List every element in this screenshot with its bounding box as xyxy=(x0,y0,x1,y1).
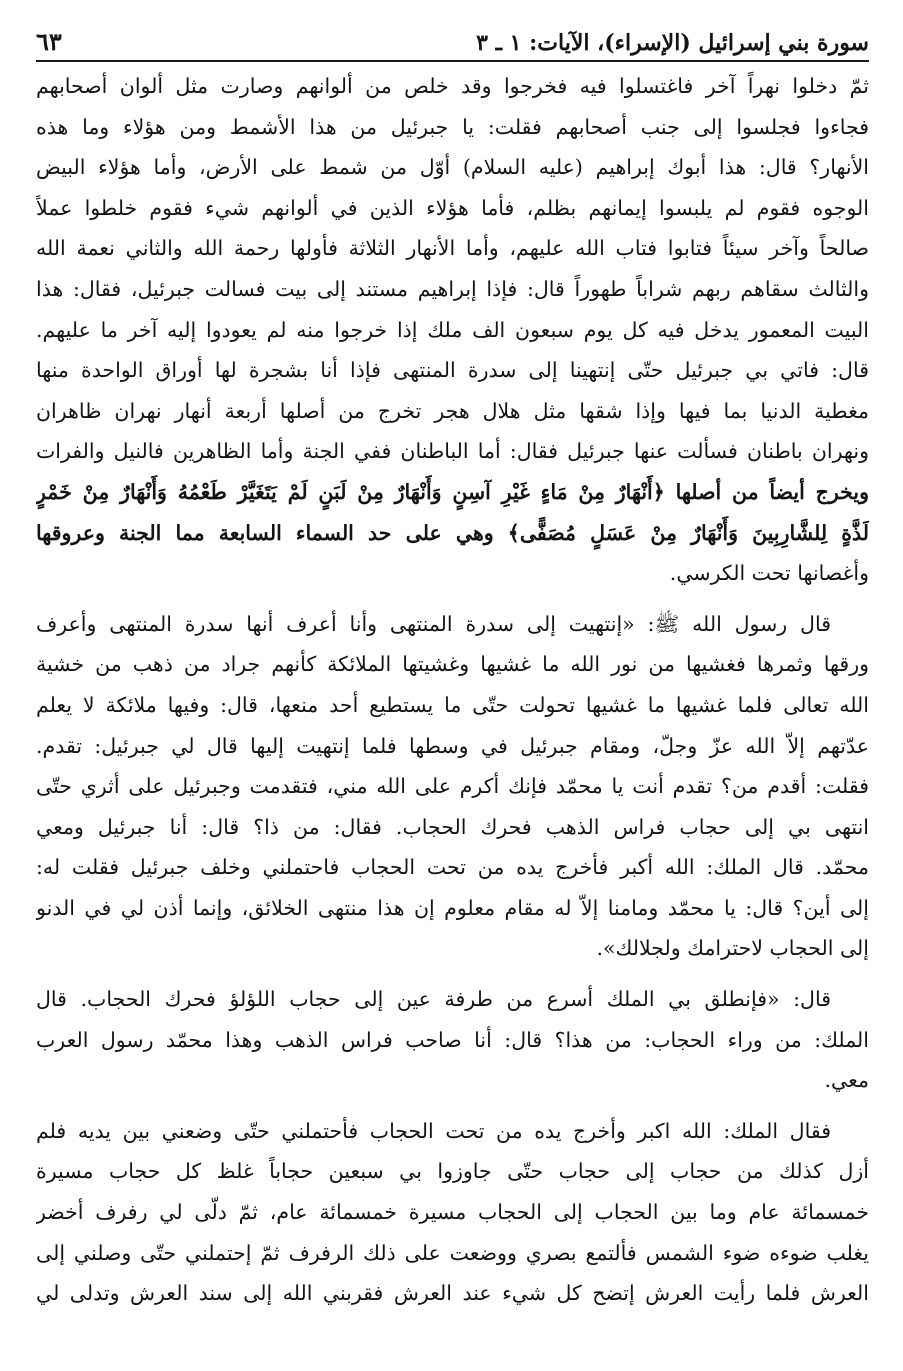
text-line: ورقها وثمرها فغشيها من نور الله ما غشيها وغشيتها الملائكة كأنهم جراد من ذهب من خشية xyxy=(36,652,869,677)
text-line: فجاءوا فجلسوا إلى جنب أصحابهم فقلت: يا جبرئيل من هذا الأشمط ومن هؤلاء وما هذه xyxy=(36,114,869,139)
text-line: فقال الملك: الله اكبر وأخرج يده من تحت الحجاب فأحتملني حتّى وضعني بين يديه فلم xyxy=(36,1118,831,1143)
page-number: ٦٣ xyxy=(36,27,62,56)
text-line: خمسمائة عام وما بين الحجاب إلى الحجاب مسيرة خمسمائة عام، ثمّ دلّى لي رفرف أخضر xyxy=(36,1200,869,1225)
paragraph-1 xyxy=(36,66,869,594)
text-line: محمّد. قال الملك: الله أكبر فأخرج يده من تحت الحجاب فاحتملني وخلف جبرئيل فقلت له: xyxy=(36,855,869,880)
text-line: الأنهار؟ قال: هذا أبوك إبراهيم (عليه السلام) أوّل من شمط على الأرض، وأما هؤلاء البيض xyxy=(36,155,869,180)
text-line: ثمّ دخلوا نهراً آخر فاغتسلوا فيه فخرجوا وقد خلص من ألوانهم وصارت مثل ألوان أصحابهم xyxy=(36,74,869,98)
text-line: ونهران باطنان فسألت عنها جبرئيل فقال: أما الباطنان ففي الجنة وأما الظاهرين فالنيل والفرات xyxy=(36,439,869,464)
page-header xyxy=(36,20,869,62)
text-line: مغطية الدنيا بما فيها وإذا شقها مثل هلال هجر تخرج من أصلها أربعة أنهار نهران ظاهران xyxy=(36,398,869,423)
paragraph-gap xyxy=(36,594,869,604)
text-line: انتهى بي إلى حجاب فراس الذهب فحرك الحجاب. فقال: من ذا؟ قال: أنا جبرئيل ومعي xyxy=(36,814,869,839)
text-line: أزل كذلك من حجاب إلى حجاب حتّى جاوزوا بي سبعين حجاباً غلظ كل حجاب مسيرة xyxy=(36,1159,869,1184)
quran-verse-line: لَذَّةٍ لِلشَّارِبِينَ وَأَنْهَارٌ مِنْ عَسَلٍ مُصَفًّى﴾ وهي على حد السماء السابعة مما الجنة وعروقها xyxy=(36,520,869,545)
paragraph-3 xyxy=(36,979,869,1101)
text-line: العرش فلما رأيت العرش إتضح كل شيء عند العرش فقربني الله إلى سند العرش وتدلى لي xyxy=(36,1281,869,1306)
paragraph-gap xyxy=(36,1101,869,1111)
text-line: فقلت: أقدم من؟ تقدم أنت يا محمّد فإنك أكرم على الله مني، فتقدمت وجبرئيل على أثري حتّى xyxy=(36,774,869,799)
text-line: عدّتهم إلاّ الله عزّ وجلّ، ومقام جبرئيل في وسطها فلما إنتهيت إليها قال لي جبرئيل: تقدم. xyxy=(36,733,869,758)
paragraph-4 xyxy=(36,1111,869,1314)
text-line: الملك: من وراء الحجاب: من هذا؟ قال: أنا صاحب فراس الذهب وهذا محمّد رسول العرب xyxy=(36,1027,869,1052)
text-line: معي. xyxy=(824,1068,869,1093)
text-line: إلى أين؟ قال: يا محمّد ومامنا إلاّ له مقام معلوم إن هذا منتهى الخلائق، وإنما أذن لي في الدنو xyxy=(36,895,869,920)
quran-verse-line: ويخرج أيضاً من أصلها ﴿أَنْهَارٌ مِنْ مَاءٍ غَيْرِ آسِنٍ وَأَنْهَارٌ مِنْ لَبَنٍ لَمْ يَتَغَيَّرْ طَعْمُهُ وَأَنْهَارٌ مِنْ خَمْرٍ xyxy=(36,479,869,504)
body-text xyxy=(36,66,869,1314)
text-line: قال: «فإنطلق بي الملك أسرع من طرفة عين إلى حجاب اللؤلؤ فحرك الحجاب. قال xyxy=(36,987,831,1012)
running-title: سورة بني إسرائيل (الإسراء)، الآيات: ١ ـ ٣ xyxy=(476,30,869,56)
text-line: الله تعالى فلما غشيها ما غشيها تحولت حتّى ما يستطيع أحد منعها، قال: وفيها ملائكة لا يعلم xyxy=(36,692,869,717)
text-line: قال: فاتي بي جبرئيل حتّى إنتهينا إلى سدرة المنتهى فإذا أنا بشجرة لها أوراق الواحدة منها xyxy=(36,358,869,383)
text-line: والثالث سقاهم ربهم شراباً طهوراً قال: فإذا إبراهيم مستند إلى بيت فسالت جبرئيل، فقال: هذا xyxy=(36,276,869,301)
text-line: وأغصانها تحت الكرسي. xyxy=(669,561,869,586)
text-line: قال رسول الله ﷺ: «إنتهيت إلى سدرة المنتهى وأنا أعرف أنها سدرة المنتهى وأعرف xyxy=(36,611,831,636)
paragraph-2 xyxy=(36,604,869,969)
text-line: يغلب ضوءه ضوء الشمس فألتمع بصري ووضعت على ذلك الرفرف ثمّ إحتملني حتّى وصلني إلى xyxy=(36,1240,869,1265)
text-line: إلى الحجاب لاحترامك ولجلالك». xyxy=(596,936,869,961)
text-line: صالحاً وآخر سيئاً فتابوا فتاب الله عليهم، وأما الأنهار الثلاثة فأولها رحمة الله والثاني نعمة الله xyxy=(36,236,869,261)
text-line: البيت المعمور يدخل فيه كل يوم سبعون الف ملك إذا خرجوا منه لم يعودوا إليه آخر ما عليهم. xyxy=(36,317,869,342)
paragraph-gap xyxy=(36,969,869,979)
text-line: الوجوه فقوم لم يلبسوا إيمانهم بظلم، فأما هؤلاء الذين في ألوانهم شيء فقوم خلطوا عملاً xyxy=(36,195,869,220)
